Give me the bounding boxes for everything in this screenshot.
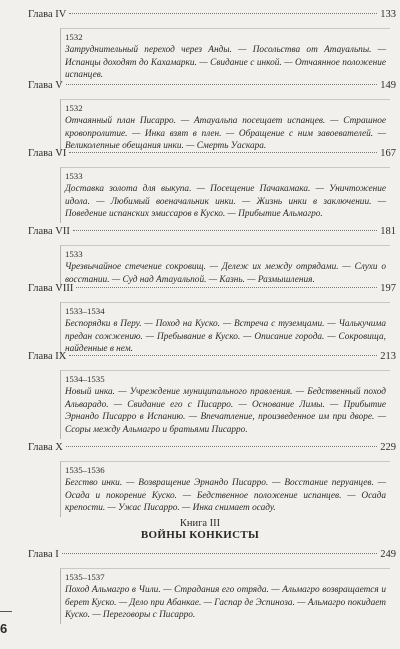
- chapter-summary-text: Бегство инки. — Возвращение Эрнандо Писарро. — Восстание перуанцев. — Осада и покорение Куско. — Бедственное положение испанцев. — Осада крепости. — Ужас Писарро. — Инка снимает осаду.: [65, 477, 386, 514]
- chapter-title: Глава VII: [28, 226, 70, 237]
- chapter-10: [28, 442, 396, 517]
- chapter-summary: [60, 28, 390, 84]
- chapter-summary-text: Отчаянный план Писарро. — Атауальпа посещает испанцев. — Страшное кровопролитие. — Инка взят в плен. — Обращение с ним завоевателей. — Великолепные обещания инки. — Смерть Уаскара.: [65, 115, 386, 152]
- chapter-title: Глава X: [28, 442, 63, 453]
- chapter-page-number: 181: [380, 226, 396, 237]
- chapter-summary-text: Новый инка. — Учреждение муниципального правления. — Бедственный поход Альварадо. — Свидание его с Писарро. — Основание Лимы. — Прибытие Эрнандо Писарро в Испанию. — Впечатление, произведенное им при дворе. — Ссоры между Альмагро и братьями Писарро.: [65, 386, 386, 436]
- chapter-summary: [60, 370, 390, 439]
- chapter-4: [28, 9, 396, 84]
- leader-dots: [69, 13, 377, 14]
- chapter-title: Глава I: [28, 549, 59, 560]
- chapter-summary: [60, 167, 390, 223]
- chapter-summary-text: Доставка золота для выкупа. — Посещение Пачакамака. — Уничтожение идола. — Любимый военачальник инки. — Жизнь инки в заключении. — Поведение испанских эмиссаров в Куско. — Прибытие Альмагро.: [65, 183, 386, 220]
- leader-dots: [69, 355, 377, 356]
- chapter-summary-text: Поход Альмагро в Чили. — Страдания его отряда. — Альмагро возвращается и берет Куско. — Дело при Абанкае. — Гаспар де Эспиноза. — Альмагро покидает Куско. — Переговоры с Писарро.: [65, 584, 386, 621]
- book3-chapter-1: [28, 549, 396, 624]
- chapter-year: 1534–1535: [65, 374, 105, 384]
- chapter-heading: [28, 9, 396, 25]
- chapter-7: [28, 226, 396, 288]
- chapter-page-number: 167: [380, 148, 396, 159]
- book-heading: [0, 518, 400, 541]
- chapter-8: [28, 283, 396, 358]
- chapter-page-number: 197: [380, 283, 396, 294]
- chapter-heading: [28, 283, 396, 299]
- chapter-year: 1533: [65, 249, 83, 259]
- chapter-heading: [28, 351, 396, 367]
- book-number: Книга III: [179, 518, 221, 529]
- chapter-9: [28, 351, 396, 439]
- leader-dots: [66, 446, 377, 447]
- chapter-year: 1533–1534: [65, 306, 105, 316]
- chapter-page-number: 249: [380, 549, 396, 560]
- chapter-page-number: 229: [380, 442, 396, 453]
- chapter-summary-text: Беспорядки в Перу. — Поход на Куско. — Встреча с туземцами. — Чалькучима предан сожжению. — Пребывание в Куско. — Описание города. — Сокровища, найденные в нем.: [65, 318, 386, 355]
- chapter-page-number: 149: [380, 80, 396, 91]
- chapter-heading: [28, 442, 396, 458]
- book-title: ВОЙНЫ КОНКИСТЫ: [140, 529, 260, 541]
- chapter-title: Глава VIII: [28, 283, 74, 294]
- chapter-5: [28, 80, 396, 155]
- chapter-heading: [28, 80, 396, 96]
- chapter-summary-text: Затруднительный переход через Анды. — Посольства от Атауальпы. — Испанцы доходят до Кахамарки. — Свидание с инкой. — Отчаянное положение испанцев.: [65, 44, 386, 81]
- chapter-year: 1532: [65, 32, 83, 42]
- chapter-year: 1532: [65, 103, 83, 113]
- chapter-summary: [60, 99, 390, 155]
- chapter-heading: [28, 226, 396, 242]
- leader-dots: [73, 230, 377, 231]
- leader-dots: [62, 553, 377, 554]
- chapter-heading: [28, 549, 396, 565]
- chapter-summary-text: Чрезвычайное стечение сокровищ. — Дележ их между отрядами. — Слухи о восстании. — Суд над Атауальпой. — Казнь. — Размышления.: [65, 261, 386, 285]
- leader-dots: [76, 287, 377, 288]
- chapter-year: 1535–1537: [65, 572, 105, 582]
- page-number: 6: [0, 621, 8, 636]
- chapter-title: Глава IV: [28, 9, 67, 20]
- chapter-year: 1533: [65, 171, 83, 181]
- chapter-page-number: 133: [380, 9, 396, 20]
- chapter-year: 1535–1536: [65, 465, 105, 475]
- chapter-summary: [60, 461, 390, 517]
- chapter-6: [28, 148, 396, 223]
- chapter-title: Глава IX: [28, 351, 67, 362]
- chapter-heading: [28, 148, 396, 164]
- footer-rule: [0, 611, 12, 612]
- chapter-summary: [60, 302, 390, 358]
- chapter-summary: [60, 568, 390, 624]
- leader-dots: [66, 84, 377, 85]
- chapter-title: Глава VI: [28, 148, 67, 159]
- chapter-title: Глава V: [28, 80, 63, 91]
- leader-dots: [69, 152, 377, 153]
- chapter-summary: [60, 245, 390, 288]
- chapter-page-number: 213: [380, 351, 396, 362]
